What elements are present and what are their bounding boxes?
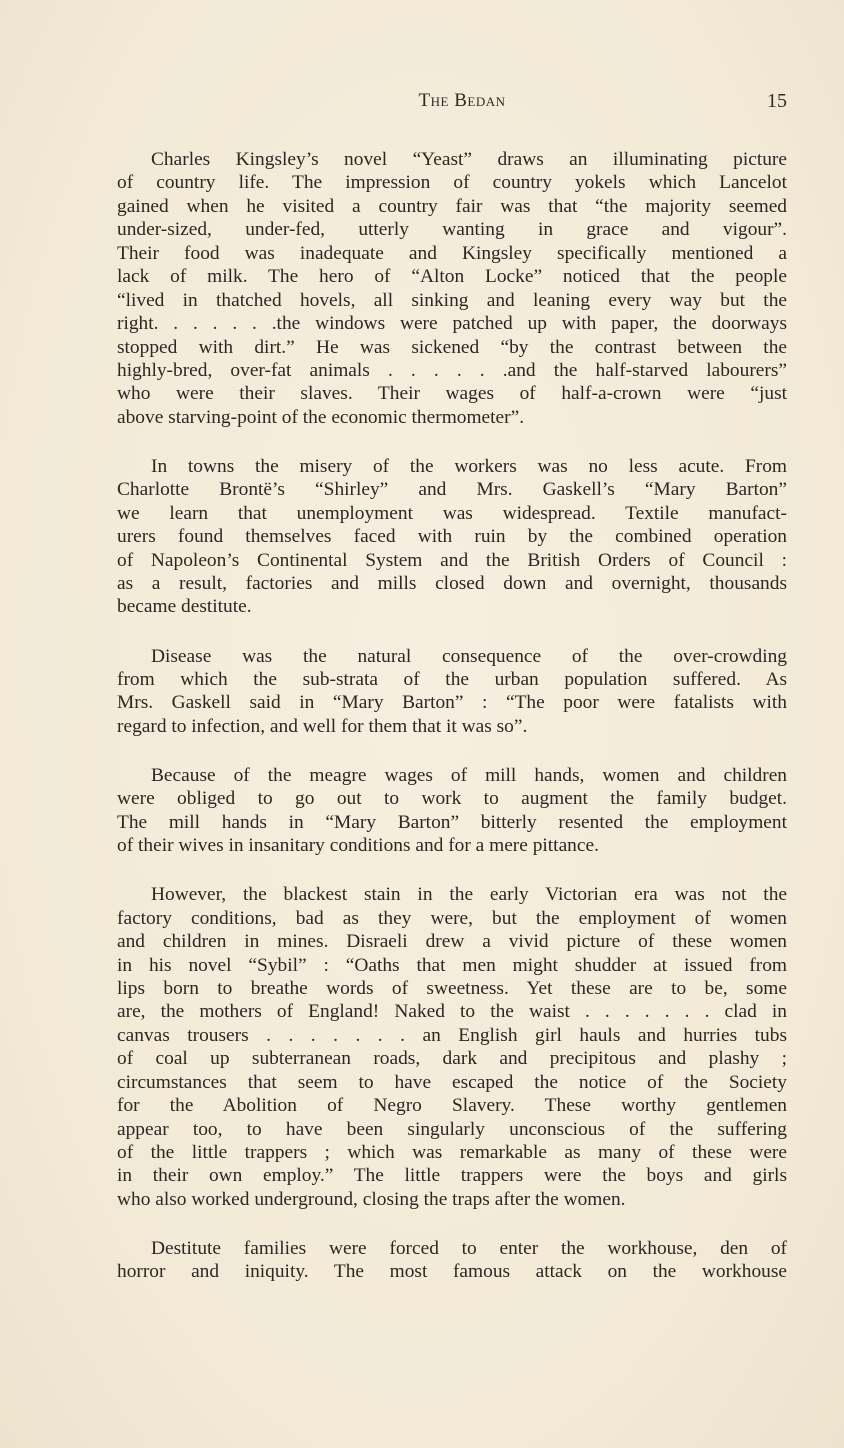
text-line: in their own employ.” The little trappers were the boys and girls	[117, 1165, 787, 1187]
text-line: we learn that unemployment was widespread. Textile manufact-	[117, 502, 787, 524]
text-line: The mill hands in “Mary Barton” bitterly resented the employment	[117, 811, 787, 833]
text-line: horror and iniquity. The most famous attack on the workhouse	[117, 1261, 787, 1283]
text-line: lips born to breathe words of sweetness. Yet these are to be, some	[117, 977, 787, 999]
text-line: became destitute.	[117, 596, 252, 618]
text-line: lack of milk. The hero of “Alton Locke” noticed that the people	[117, 266, 787, 288]
text-line: under-sized, under-fed, utterly wanting in grace and vigour”.	[117, 219, 787, 241]
text-line: of country life. The impression of country yokels which Lancelot	[117, 172, 787, 194]
text-line: stopped with dirt.” He was sickened “by the contrast between the	[117, 336, 787, 358]
text-line: who were their slaves. Their wages of half-a-crown were “just	[117, 383, 787, 405]
text-line: appear too, to have been singularly unconscious of the suffering	[117, 1118, 787, 1140]
text-line: who also worked underground, closing the traps after the women.	[117, 1188, 626, 1210]
body-text	[117, 148, 787, 1309]
page-header	[117, 90, 787, 120]
text-line: above starving-point of the economic thermometer”.	[117, 406, 525, 428]
paragraph	[117, 883, 787, 1211]
text-line: of the little trappers ; which was remarkable as many of these were	[117, 1142, 787, 1163]
text-line: In towns the misery of the workers was no less acute. From	[151, 455, 787, 477]
text-line: Because of the meagre wages of mill hands, women and children	[151, 764, 787, 786]
text-line: Their food was inadequate and Kingsley specifically mentioned a	[117, 242, 787, 264]
text-line: However, the blackest stain in the early Victorian era was not the	[151, 884, 787, 906]
paragraph	[117, 1237, 787, 1284]
page-number: 15	[767, 90, 787, 112]
text-line: gained when he visited a country fair was that “the majority seemed	[117, 195, 787, 217]
text-line: Charles Kingsley’s novel “Yeast” draws an illuminating picture	[151, 149, 787, 170]
text-line: in his novel “Sybil” : “Oaths that men might shudder at issued from	[117, 954, 787, 976]
text-line: from which the sub-strata of the urban population suffered. As	[117, 668, 787, 690]
text-line: Charlotte Brontë’s “Shirley” and Mrs. Gaskell’s “Mary Barton”	[117, 479, 787, 501]
text-line: highly-bred, over-fat animals . . . . . .and the half-starved labourers”	[117, 359, 787, 381]
text-line: and children in mines. Disraeli drew a vivid picture of these women	[117, 931, 787, 953]
text-line: right. . . . . . .the windows were patched up with paper, the doorways	[117, 313, 787, 335]
text-line: as a result, factories and mills closed down and overnight, thousands	[117, 573, 787, 595]
text-line: canvas trousers . . . . . . . an English girl hauls and hurries tubs	[117, 1024, 787, 1046]
text-line: Mrs. Gaskell said in “Mary Barton” : “The poor were fatalists with	[117, 692, 787, 714]
paragraph	[117, 764, 787, 858]
running-title: The Bedan	[418, 90, 506, 111]
text-line: “lived in thatched hovels, all sinking and leaning every way but the	[117, 289, 787, 311]
text-line: are, the mothers of England! Naked to the waist . . . . . . . clad in	[117, 1001, 787, 1023]
text-line: urers found themselves faced with ruin by the combined operation	[117, 526, 787, 548]
paragraph	[117, 645, 787, 739]
text-line: for the Abolition of Negro Slavery. These worthy gentlemen	[117, 1095, 787, 1117]
text-line: of Napoleon’s Continental System and the British Orders of Council :	[117, 549, 787, 571]
text-line: regard to infection, and well for them that it was so”.	[117, 715, 528, 737]
text-line: Destitute families were forced to enter the workhouse, den of	[151, 1237, 787, 1259]
text-line: of coal up subterranean roads, dark and precipitous and plashy ;	[117, 1048, 787, 1070]
text-line: of their wives in insanitary conditions and for a mere pittance.	[117, 835, 599, 857]
text-line: factory conditions, bad as they were, but the employment of women	[117, 907, 787, 929]
text-line: circumstances that seem to have escaped the notice of the Society	[117, 1071, 787, 1093]
text-line: were obliged to go out to work to augment the family budget.	[117, 788, 787, 810]
paragraph	[117, 455, 787, 619]
paragraph	[117, 148, 787, 429]
text-line: Disease was the natural consequence of the over-crowding	[151, 645, 787, 667]
